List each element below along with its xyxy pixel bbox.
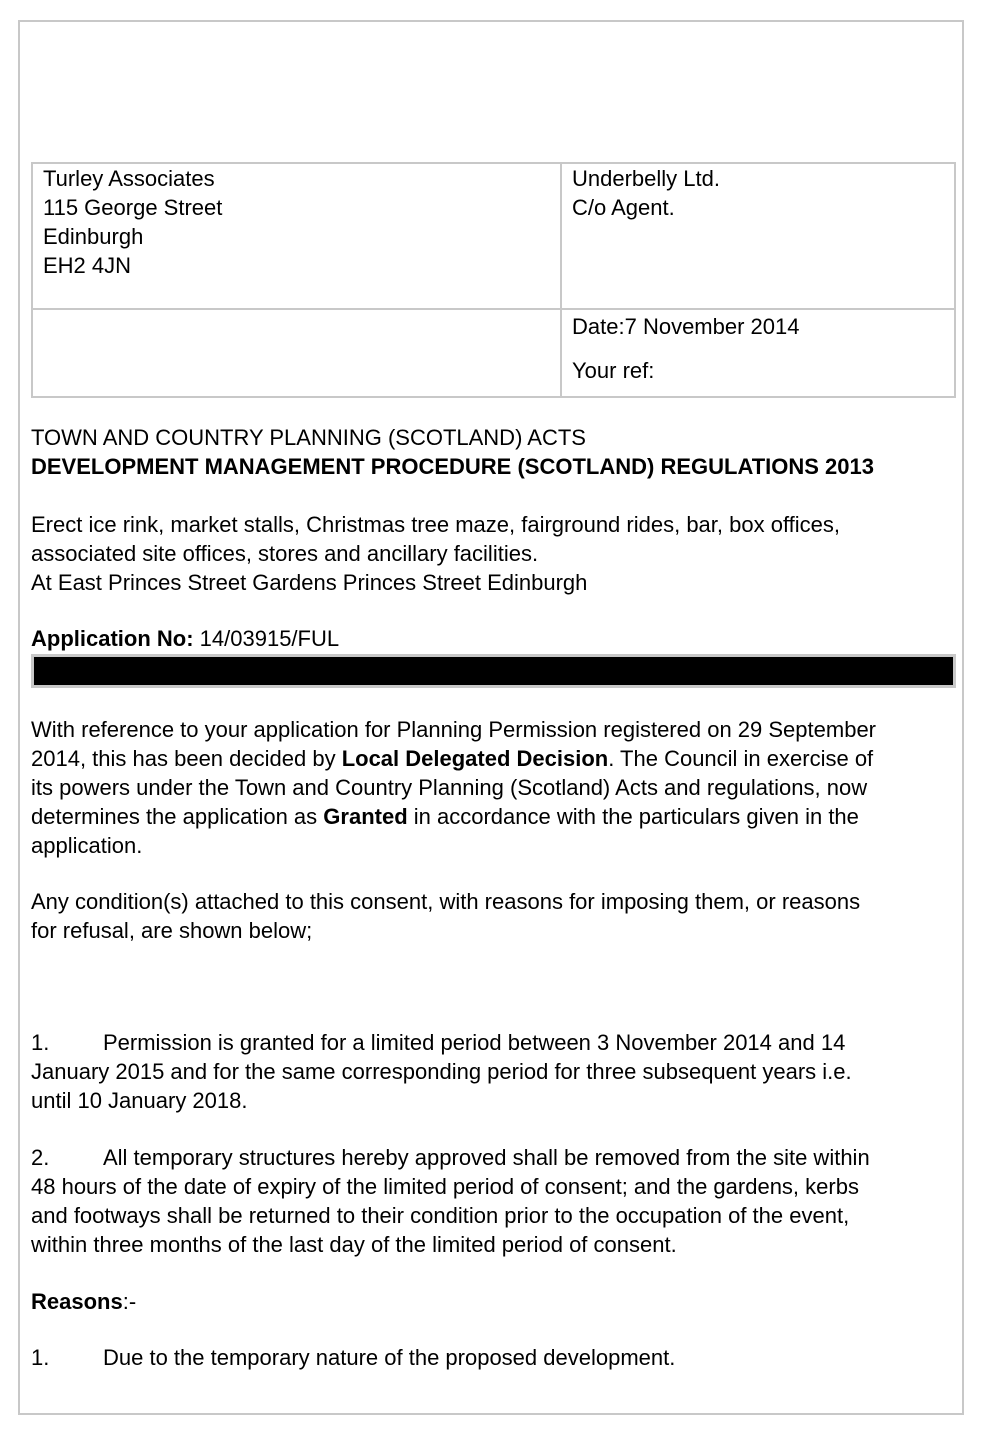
reason-1 [31, 1343, 675, 1372]
application-number: 14/03915/FUL [199, 626, 340, 651]
condition-1-text: Permission is granted for a limited period between 3 November 2014 and 14 [103, 1030, 846, 1055]
decision-line-4-start: determines the application as [31, 804, 324, 829]
condition-2-number: 2. [31, 1145, 50, 1170]
heading-block [31, 423, 874, 481]
condition-2-line-2: 48 hours of the date of expiry of the limited period of consent; and the gardens, kerbs [31, 1174, 859, 1199]
decision-line-4 [31, 802, 876, 831]
condition-2 [31, 1143, 870, 1259]
recipient-postcode: EH2 4JN [43, 253, 132, 278]
reasons-heading [31, 1287, 136, 1316]
decision-line-4-end: in accordance with the particulars given in the [407, 804, 859, 829]
reasons-suffix: :- [122, 1289, 137, 1314]
date-label: Date: [572, 314, 625, 339]
condition-2-line-4: within three months of the last day of the limited period of consent. [31, 1232, 677, 1257]
heading-regulations: DEVELOPMENT MANAGEMENT PROCEDURE (SCOTLAND) REGULATIONS 2013 [31, 454, 874, 479]
decision-line-3: its powers under the Town and Country Planning (Scotland) Acts and regulations, now [31, 775, 868, 800]
address-table [31, 162, 956, 398]
decision-type: Local Delegated Decision [341, 746, 609, 771]
proposal-block [31, 510, 840, 597]
condition-2-line-3: and footways shall be returned to their condition prior to the occupation of the event, [31, 1203, 850, 1228]
condition-2-text: All temporary structures hereby approved shall be removed from the site within [103, 1145, 870, 1170]
decision-line-1: With reference to your application for Planning Permission registered on 29 September [31, 717, 877, 742]
conditions-intro-line-1: Any condition(s) attached to this consent, with reasons for imposing them, or reasons [31, 889, 861, 914]
reason-1-text: Due to the temporary nature of the proposed development. [103, 1345, 676, 1370]
condition-1-line-2: January 2015 and for the same corresponding period for three subsequent years i.e. [31, 1059, 852, 1084]
proposal-line-2: associated site offices, stores and ancillary facilities. [31, 541, 539, 566]
date-line [572, 312, 944, 341]
condition-2-first-line [31, 1143, 870, 1172]
proposal-location: At East Princes Street Gardens Princes Street Edinburgh [31, 570, 588, 595]
date-value: 7 November 2014 [624, 314, 800, 339]
application-number-label: Application No: [31, 626, 194, 651]
decision-paragraph [31, 715, 876, 860]
condition-1-line-3: until 10 January 2018. [31, 1088, 248, 1113]
applicant-name: Underbelly Ltd. [572, 166, 720, 191]
recipient-address [32, 163, 561, 309]
decision-line-2-start: 2014, this has been decided by [31, 746, 342, 771]
condition-1-first-line [31, 1028, 852, 1057]
condition-1-number: 1. [31, 1030, 50, 1055]
decision-line-5: application. [31, 833, 143, 858]
recipient-name: Turley Associates [43, 166, 215, 191]
applicant-care-of: C/o Agent. [572, 195, 675, 220]
decision-outcome: Granted [323, 804, 408, 829]
recipient-street: 115 George Street [43, 195, 223, 220]
date-ref-cell [561, 309, 955, 397]
blank-cell [32, 309, 561, 397]
your-ref-label: Your ref: [572, 358, 655, 383]
conditions-intro-line-2: for refusal, are shown below; [31, 918, 313, 943]
recipient-city: Edinburgh [43, 224, 144, 249]
reasons-label: Reasons [31, 1289, 123, 1314]
conditions-intro [31, 887, 860, 945]
redaction-bar [31, 654, 956, 688]
decision-line-2 [31, 744, 876, 773]
application-number-line [31, 624, 339, 653]
condition-1 [31, 1028, 852, 1115]
proposal-line-1: Erect ice rink, market stalls, Christmas tree maze, fairground rides, bar, box offices, [31, 512, 841, 537]
applicant-address [561, 163, 955, 309]
decision-line-2-end: . The Council in exercise of [608, 746, 874, 771]
reason-1-number: 1. [31, 1345, 50, 1370]
heading-acts: TOWN AND COUNTRY PLANNING (SCOTLAND) ACTS [31, 425, 586, 450]
